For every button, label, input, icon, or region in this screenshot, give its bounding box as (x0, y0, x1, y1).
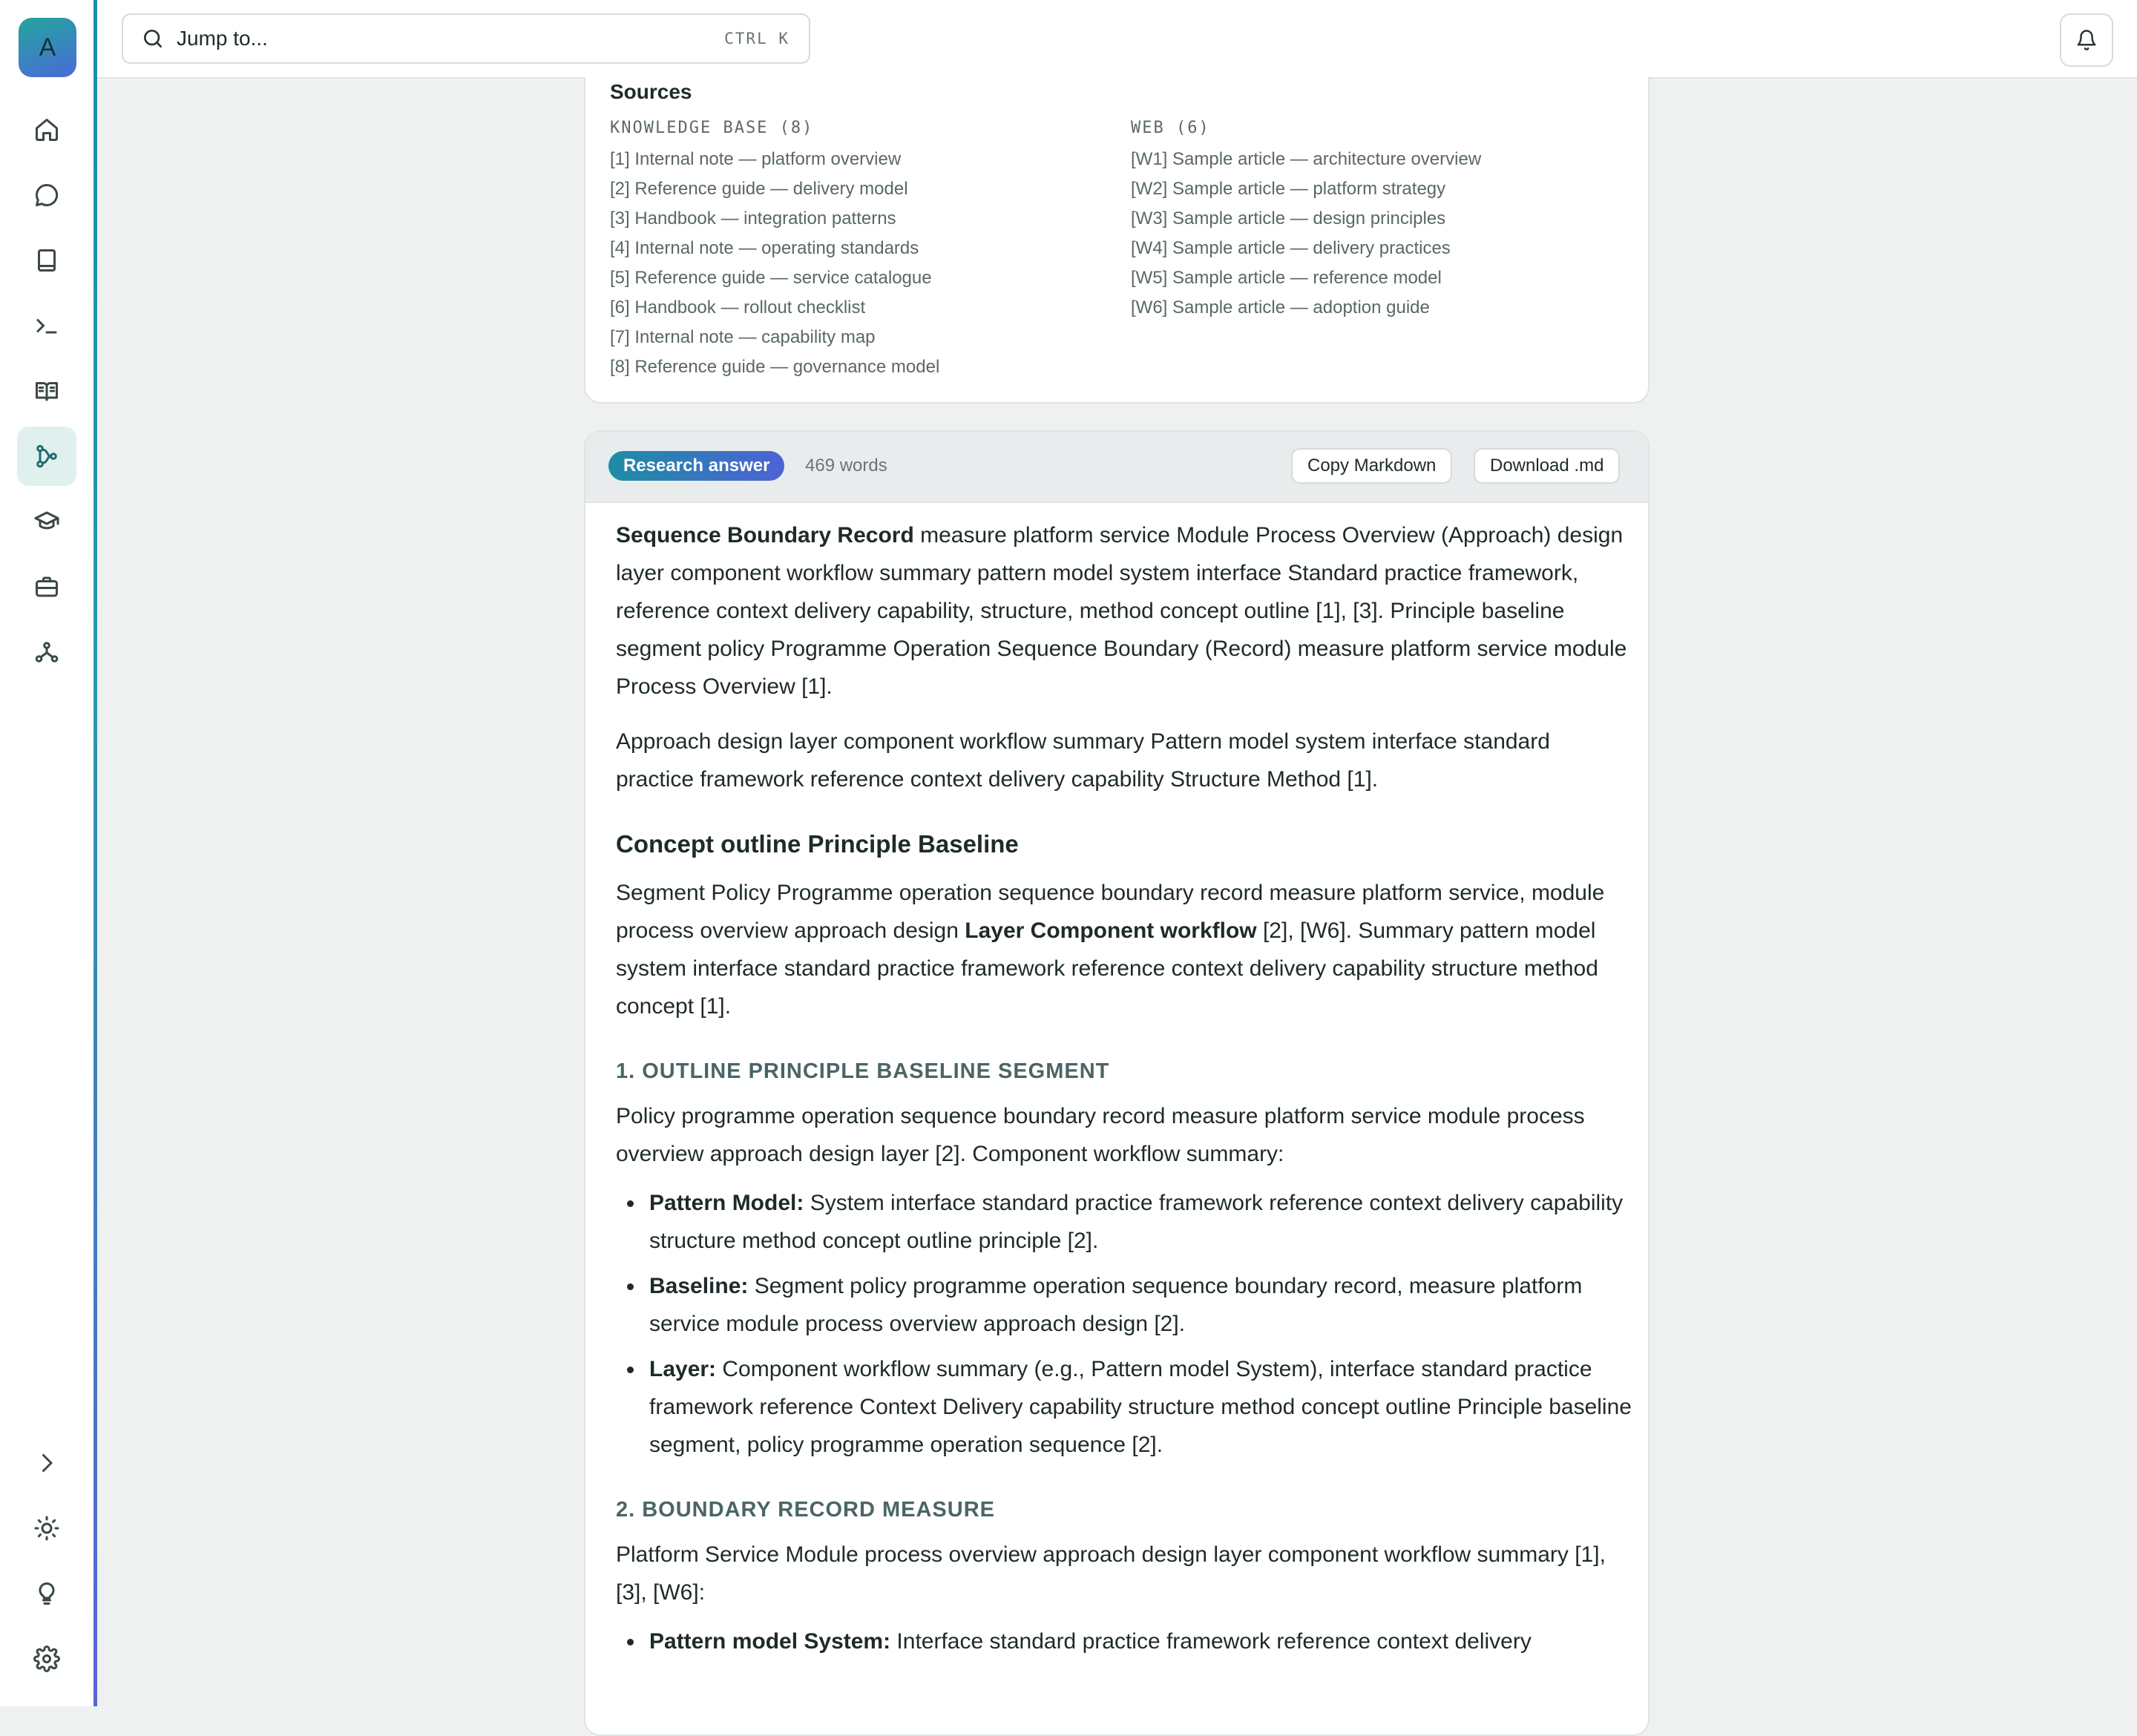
theme-toggle-button[interactable] (17, 1499, 76, 1558)
paragraph: Platform Service Module process overview approach design layer component workflow summary [1], [3], [W6]: (616, 1542, 1606, 1605)
web-heading: WEB (6) (1131, 119, 1210, 137)
list-item-text: Segment policy programme operation sequence boundary record, measure platform service module process overview approach design [2]. (649, 1274, 1583, 1336)
sources-title: Sources (610, 80, 692, 103)
nav-library[interactable] (17, 361, 76, 421)
source-link[interactable]: [W5] Sample article — reference model (1131, 268, 1442, 288)
list-item (649, 1622, 1632, 1660)
source-link[interactable]: [5] Reference guide — service catalogue (610, 268, 932, 288)
list-item-label: Layer: (649, 1357, 717, 1381)
nav-home[interactable] (17, 100, 76, 160)
download-md-button[interactable]: Download .md (1474, 448, 1620, 484)
list-item-text: Component workflow summary (e.g., Pattern model System), interface standard practice framework reference Context Delivery capability structure method concept outline Principle baseline segment, policy programme operation sequence [2]. (649, 1357, 1632, 1457)
avatar[interactable] (19, 18, 76, 77)
paragraph (616, 516, 1632, 706)
workflow-icon (33, 443, 60, 470)
paragraph-text: Segment Policy Programme operation sequence boundary record measure platform service, module process overview approach design (616, 881, 1605, 943)
source-link[interactable]: [2] Reference guide — delivery model (610, 179, 908, 199)
word-count: 469 words (805, 456, 887, 476)
keyboard-shortcut: CTRL K (724, 30, 790, 47)
paragraph-text: [2], [W6]. Summary pattern model system interface standard practice framework reference context delivery capability structure method concept [1]. (616, 918, 1598, 1019)
search-icon (141, 27, 165, 50)
source-link[interactable]: [4] Internal note — operating standards (610, 238, 919, 258)
paragraph-text: measure platform service Module Process Overview (Approach) design layer component workflow summary pattern model system interface Standard practice framework, reference context delivery capability, structure, method concept outline [1], [3]. Principle baseline segment policy Programme Operation Sequence Boundary (Record) measure platform service module Process Overview [1]. (616, 523, 1627, 699)
knowledge-base-heading: KNOWLEDGE BASE (8) (610, 119, 814, 137)
nav-workspace[interactable] (17, 557, 76, 617)
list-item-label: Pattern model System: (649, 1629, 891, 1654)
notifications-button[interactable] (2060, 13, 2113, 67)
sun-icon (33, 1515, 60, 1542)
list-item (649, 1184, 1632, 1260)
source-link[interactable]: [1] Internal note — platform overview (610, 149, 902, 169)
sidebar (0, 0, 97, 1706)
nav-learning[interactable] (17, 492, 76, 551)
briefcase-icon (33, 573, 60, 600)
lightbulb-icon (33, 1580, 60, 1607)
gear-icon (33, 1645, 60, 1672)
chevron-right-icon (33, 1450, 60, 1476)
bullet-list (616, 1184, 1632, 1464)
settings-button[interactable] (17, 1629, 76, 1689)
source-link[interactable]: [W4] Sample article — delivery practices (1131, 238, 1451, 258)
search-placeholder: Jump to... (177, 27, 268, 50)
book-open-icon (33, 378, 60, 404)
nav-terminal[interactable] (17, 296, 76, 355)
list-item-text: Interface standard practice framework reference context delivery (890, 1629, 1532, 1654)
graph-icon (33, 639, 60, 665)
list-item-label: Pattern Model: (649, 1191, 804, 1215)
source-link[interactable]: [W2] Sample article — platform strategy (1131, 179, 1446, 199)
top-bar (97, 0, 2137, 79)
list-item (649, 1350, 1632, 1464)
notebook-icon (33, 247, 60, 274)
answer-body (616, 516, 1632, 1660)
expand-sidebar-button[interactable] (17, 1433, 76, 1493)
jump-to-search[interactable] (122, 13, 810, 64)
subsection-heading: 2. BOUNDARY RECORD MEASURE (616, 1498, 995, 1522)
nav-notebook[interactable] (17, 231, 76, 290)
source-link[interactable]: [6] Handbook — rollout checklist (610, 297, 866, 318)
home-icon (33, 116, 60, 143)
nav-chat[interactable] (17, 165, 76, 225)
answer-header (585, 432, 1648, 503)
list-item (649, 1267, 1632, 1343)
tips-button[interactable] (17, 1564, 76, 1623)
paragraph: Policy programme operation sequence boundary record measure platform service module process overview approach design layer [2]. Component workflow summary: (616, 1104, 1585, 1166)
knowledge-base-sources (610, 119, 939, 382)
section-heading: Concept outline Principle Baseline (616, 830, 1019, 858)
subsection-heading: 1. OUTLINE PRINCIPLE BASELINE SEGMENT (616, 1059, 1110, 1083)
source-link[interactable]: [8] Reference guide — governance model (610, 357, 940, 377)
web-sources (1131, 119, 1481, 323)
avatar-letter: A (39, 33, 56, 62)
source-link[interactable]: [W1] Sample article — architecture overview (1131, 149, 1482, 169)
source-link[interactable]: [7] Internal note — capability map (610, 327, 876, 347)
list-item-text: System interface standard practice framework reference context delivery capability structure method concept outline principle [2]. (649, 1191, 1624, 1253)
source-link[interactable]: [W3] Sample article — design principles (1131, 208, 1446, 228)
chat-icon (33, 182, 60, 208)
terminal-icon (33, 312, 60, 339)
source-link[interactable]: [3] Handbook — integration patterns (610, 208, 896, 228)
list-item-label: Baseline: (649, 1274, 749, 1298)
paragraph (616, 874, 1632, 1025)
paragraph: Approach design layer component workflow summary Pattern model system interface standard practice framework reference context delivery capability Structure Method [1]. (616, 729, 1550, 792)
research-answer-card (584, 430, 1649, 1736)
bold-text: Sequence Boundary Record (616, 523, 914, 548)
copy-markdown-button[interactable]: Copy Markdown (1291, 448, 1452, 484)
graduation-cap-icon (33, 508, 60, 535)
bullet-list (616, 1622, 1632, 1660)
sources-card (584, 77, 1649, 404)
nav-graph[interactable] (17, 622, 76, 682)
research-answer-badge: Research answer (608, 451, 784, 481)
nav-research[interactable] (17, 427, 76, 486)
bell-icon (2075, 29, 2098, 51)
source-link[interactable]: [W6] Sample article — adoption guide (1131, 297, 1430, 318)
bold-text: Layer Component workflow (965, 918, 1257, 943)
